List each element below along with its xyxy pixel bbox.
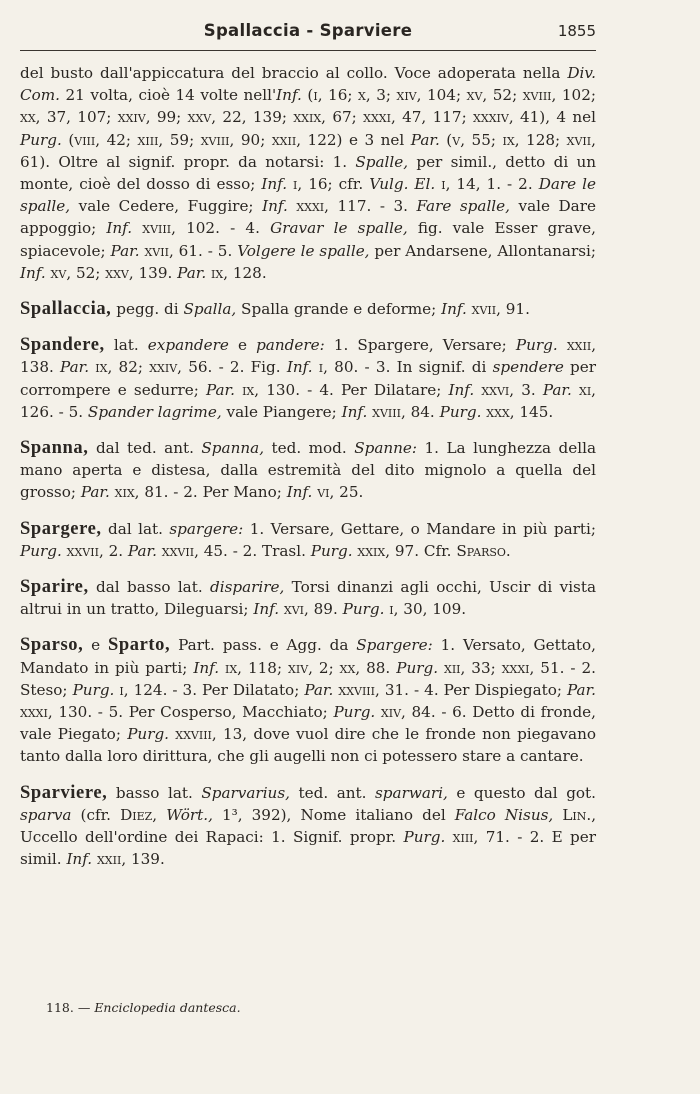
italic-text: Spanne: — [354, 439, 418, 458]
italic-text: Inf. — [341, 402, 368, 421]
entry-text: , 56. - 2. Fig. — [177, 358, 287, 377]
entry-text: Torsi dinanzi agli occhi, Uscir di vista altrui in un tratto, Dileguarsi; — [20, 578, 596, 619]
entry-text: per simil., detto di un monte, cioè del dosso di esso; — [20, 152, 597, 194]
italic-text: Inf. — [253, 600, 280, 619]
italic-text: Inf. — [193, 658, 220, 677]
entry-text: e — [228, 336, 257, 355]
italic-text: Spanna, — [201, 439, 265, 458]
small-caps-text: xxviii — [338, 680, 376, 699]
entry-text: per Andarsene, Allontanarsi; — [369, 241, 597, 260]
entry-text: , 37, 107; — [35, 108, 118, 127]
headword: Sparso, — [20, 635, 84, 656]
small-caps-text: xviii — [372, 402, 401, 421]
page-number: 1855 — [557, 22, 596, 40]
small-caps-text: i — [389, 600, 394, 619]
entry-text: , 118; — [237, 658, 289, 677]
entry-text: , 55; — [460, 130, 503, 149]
entry-text: ted. ant. — [289, 783, 376, 802]
entry-sparviere — [20, 782, 596, 871]
entry-text: , 139. — [128, 263, 178, 282]
entry-text: dal ted. ant. — [88, 439, 202, 458]
italic-text: Div. Com. — [20, 64, 596, 105]
entry-text: , 51. - 2. Steso; — [20, 658, 596, 699]
entry-text: vale Piangere; — [221, 402, 342, 421]
italic-text: Gravar le spalle, — [270, 219, 408, 238]
small-caps-text: i — [318, 358, 324, 377]
entry-text: , 138. — [20, 336, 597, 377]
entry-text: fig. vale Esser grave, spiacevole; — [20, 219, 596, 260]
italic-text: Spander lagrime, — [87, 402, 222, 421]
small-caps-text: xix — [114, 483, 135, 502]
entry-text: dal lat. — [101, 519, 170, 538]
italic-text: Spalle, — [355, 152, 409, 171]
entry-text: , 122) e 3 nel — [296, 130, 411, 149]
entry-text: , 59; — [158, 130, 201, 149]
entry-spargere — [20, 518, 596, 562]
entry-text: , 89. — [303, 600, 343, 619]
headword: Sparto, — [107, 635, 171, 656]
entry-text: 1³, 392), Nome italiano del — [212, 805, 455, 824]
italic-text: Par. — [177, 263, 207, 282]
italic-text: Falco Nisus, — [454, 805, 554, 824]
entry-text: , 67; — [321, 108, 364, 127]
italic-text: Sparvarius, — [201, 783, 290, 802]
headword: Spargere, — [20, 518, 102, 539]
entry-text: , 3. — [509, 380, 543, 399]
entry-text: vale Cedere, Fuggire; — [70, 197, 263, 216]
small-caps-text: xxix — [293, 108, 322, 127]
footer-number: 118. — [46, 1000, 74, 1015]
entry-text: , 117. - 3. — [324, 197, 417, 216]
small-caps-text: xviii — [142, 219, 172, 238]
running-header — [20, 18, 596, 48]
italic-text: Purg. — [310, 541, 353, 560]
entry-text: , 128; — [514, 130, 567, 149]
small-caps-text: xxii — [96, 850, 122, 869]
entry-text: ( — [439, 130, 453, 149]
italic-text: Purg. — [127, 725, 169, 744]
entry-text: , 84. — [400, 402, 440, 421]
small-caps-text: Lin. — [562, 805, 592, 824]
entry-text: basso lat. — [107, 783, 202, 802]
entry-text: , 22, 139; — [211, 108, 294, 127]
small-caps-text: xxix — [357, 541, 386, 560]
italic-text: Inf. — [286, 358, 313, 377]
small-caps-text: xx — [20, 108, 36, 127]
small-caps-text: xiii — [452, 828, 474, 847]
italic-text: expandere — [147, 336, 229, 355]
entry-text: , 99; — [145, 108, 188, 127]
entry-text: ( — [61, 130, 75, 149]
small-caps-text: xxiv — [117, 108, 146, 127]
italic-text: Purg. — [515, 336, 558, 355]
italic-text: Inf. — [448, 380, 475, 399]
headword: Spallaccia, — [20, 299, 112, 320]
italic-text: Purg. — [403, 828, 446, 847]
entry-spalla-continued — [20, 62, 596, 284]
small-caps-text: i — [313, 86, 318, 105]
entry-text: , 14, 1. - 2. — [445, 175, 539, 194]
dictionary-column — [20, 62, 596, 885]
small-caps-text: v — [452, 130, 461, 149]
italic-text: sparwari, — [375, 783, 448, 802]
italic-text: pandere: — [256, 336, 325, 355]
italic-text: spargere: — [169, 519, 244, 538]
italic-text: Spargere: — [356, 636, 433, 655]
entry-text: , 102; — [551, 86, 596, 105]
page-footer — [46, 1000, 241, 1015]
entry-text: (cfr. — [71, 805, 121, 824]
entry-text: , 45. - 2. Trasl. — [194, 541, 311, 560]
italic-text: Purg. — [333, 703, 376, 722]
italic-text: Inf. — [286, 483, 313, 502]
footer-source: Enciclopedia dantesca. — [94, 1000, 241, 1015]
entry-text: lat. — [104, 336, 148, 355]
entry-text: ( — [301, 86, 314, 105]
italic-text: disparire, — [210, 578, 285, 597]
entry-text: , 90; — [229, 130, 272, 149]
italic-text: Par. — [127, 541, 157, 560]
small-caps-text: xxxiv — [473, 108, 509, 127]
entry-text: , 52; — [482, 86, 523, 105]
entry-text: , 16; cfr. — [297, 175, 370, 194]
entry-spallaccia — [20, 298, 596, 320]
entry-text: del busto dall'appiccatura del braccio al collo. Voce adoperata nella — [20, 64, 568, 82]
entry-text: pegg. di — [111, 300, 184, 319]
small-caps-text: xxv — [105, 263, 129, 282]
italic-text: Spalla, — [183, 300, 237, 319]
entry-text — [553, 806, 562, 824]
entry-text: , 71. - 2. E per simil. — [20, 828, 596, 869]
small-caps-text: i — [293, 175, 298, 194]
italic-text: Vulg. El. — [369, 175, 436, 194]
small-caps-text: xiii — [137, 130, 159, 149]
entry-text: , 130. - 5. Per Cosperso, Macchiato; — [47, 703, 334, 722]
entry-text: 1. La lunghezza della mano aperta e distesa, dalla estremità del dito mignolo a quella del grosso; — [20, 439, 596, 502]
italic-text: Inf. — [441, 300, 467, 319]
small-caps-text: vi — [317, 483, 330, 502]
entry-text: , 145. — [509, 402, 554, 421]
italic-text: Inf. — [261, 175, 288, 194]
entry-text: , — [152, 805, 167, 824]
small-caps-text: ix — [502, 130, 515, 149]
italic-text: Par. — [205, 380, 235, 399]
entry-text: e questo dal got. — [447, 783, 596, 802]
small-caps-text: xv — [466, 86, 483, 105]
small-caps-text: xxii — [271, 130, 297, 149]
italic-text: Par. — [60, 358, 90, 377]
italic-text: Par. — [80, 483, 110, 502]
small-caps-text: xviii — [200, 130, 230, 149]
italic-text: Purg. — [72, 680, 115, 699]
entry-text: , 88. — [355, 658, 397, 677]
italic-text: Purg. — [342, 600, 385, 619]
small-caps-text: xiv — [288, 658, 309, 677]
entry-text — [572, 381, 579, 399]
small-caps-text: xxx — [486, 402, 510, 421]
entry-text: dal basso lat. — [88, 578, 210, 597]
italic-text: Purg. — [439, 402, 482, 421]
small-caps-text: xxvii — [161, 541, 195, 560]
italic-text: Inf. — [66, 850, 93, 869]
small-caps-text: xxvi — [481, 380, 510, 399]
entry-text: , 42; — [95, 130, 138, 149]
italic-text: Par. — [110, 241, 140, 260]
italic-text: Inf. — [106, 219, 133, 238]
small-caps-text: xxxi — [501, 658, 530, 677]
small-caps-text: xxvii — [66, 541, 99, 560]
entry-text: , 3; — [365, 86, 397, 105]
entry-text: ted. mod. — [264, 439, 355, 458]
small-caps-text: xx — [339, 658, 356, 677]
small-caps-text: ix — [224, 658, 238, 677]
italic-text: spendere — [492, 358, 564, 377]
small-caps-text: xxxi — [296, 197, 325, 216]
italic-text: Inf. — [20, 263, 46, 282]
entry-text: , 130. - 4. Per Dilatare; — [254, 380, 449, 399]
headword: Sparviere, — [20, 782, 108, 803]
small-caps-text: ix — [95, 358, 108, 377]
italic-text: Volgere le spalle, — [237, 241, 370, 260]
entry-text: , 91. — [496, 300, 530, 319]
italic-text: Purg. — [20, 541, 62, 560]
italic-text: Wört., — [166, 805, 213, 824]
entry-text: , 97. Cfr. — [385, 541, 457, 560]
small-caps-text: xxxi — [20, 703, 48, 722]
small-caps-text: xvii — [144, 241, 169, 260]
entry-text: , 33; — [460, 658, 502, 677]
page-title: Spallaccia - Sparviere — [203, 21, 413, 40]
small-caps-text: xii — [443, 658, 461, 677]
italic-text: Purg. — [20, 130, 62, 149]
entry-text: . — [505, 541, 511, 560]
entry-text: , 13, dove vuol dire che le fronde non piegavano tanto dalla loro dirittura, che gli augelli non ci potessero stare a cantare. — [20, 725, 596, 766]
italic-text: Par. — [304, 680, 334, 699]
small-caps-text: Diez — [120, 805, 153, 824]
entry-spandere — [20, 334, 596, 423]
small-caps-text: xv — [50, 263, 67, 282]
small-caps-text: xviii — [522, 86, 552, 105]
entry-text: , 124. - 3. Per Dilatato; — [123, 680, 305, 699]
entry-text: 1. Versato, Gettato, Mandato in più parti; — [20, 636, 596, 677]
small-caps-text: xiv — [396, 86, 417, 105]
headword: Spandere, — [20, 335, 105, 356]
entry-text: 1. Spargere, Versare; — [324, 336, 516, 355]
headword: Spanna, — [20, 438, 89, 459]
entry-text — [445, 828, 452, 846]
entry-text: , Uccello dell'ordine dei Rapaci: 1. Signif. propr. — [20, 805, 597, 847]
entry-text: Part. pass. e Agg. da — [170, 636, 357, 655]
entry-text: , 31. - 4. Per Dispiegato; — [375, 680, 567, 699]
small-caps-text: ix — [211, 263, 224, 282]
small-caps-text: i — [119, 680, 124, 699]
small-caps-text: xi — [578, 380, 592, 399]
entry-text: , 47, 117; — [390, 108, 474, 127]
entry-text: , 52; — [66, 263, 106, 282]
entry-text: , 41), 4 nel — [508, 108, 597, 127]
italic-text: Fare spalle, — [416, 197, 510, 216]
small-caps-text: xxxi — [363, 108, 391, 127]
small-caps-text: xxviii — [175, 725, 212, 744]
small-caps-text: xxv — [187, 108, 212, 127]
entry-text: , 128. — [223, 263, 267, 282]
italic-text: Inf. — [276, 86, 302, 105]
entry-text: , 16; — [317, 86, 358, 105]
entry-text — [235, 381, 242, 399]
small-caps-text: viii — [74, 130, 96, 149]
headword: Sparire, — [20, 577, 89, 598]
italic-text: sparva — [20, 805, 72, 824]
entry-text: , 30, 109. — [393, 600, 467, 619]
entry-text: , 25. — [329, 483, 364, 502]
small-caps-text: Sparso — [456, 541, 506, 560]
small-caps-text: ix — [242, 380, 255, 399]
entry-text: Spalla grande e deforme; — [236, 300, 442, 319]
entry-text: 1. Versare, Gettare, o Mandare in più parti; — [243, 519, 597, 538]
small-caps-text: xvii — [471, 300, 497, 319]
entry-text: , 2; — [308, 658, 340, 677]
entry-sparso — [20, 634, 596, 767]
entry-text: , 126. - 5. — [20, 380, 596, 421]
small-caps-text: xvii — [566, 130, 592, 149]
entry-text — [558, 336, 567, 354]
entry-sparire — [20, 576, 596, 620]
entry-text: , 2. — [98, 541, 128, 560]
italic-text: Purg. — [396, 658, 439, 677]
italic-text: Par. — [542, 380, 572, 399]
entry-text: , 61). Oltre al signif. propr. da notarsi: 1. — [20, 130, 596, 171]
entry-text — [132, 219, 142, 237]
small-caps-text: xxii — [566, 336, 592, 355]
entry-text: , 84. - 6. Detto di fronde, vale Piegato; — [20, 703, 596, 744]
entry-text: , 81. - 2. Per Mano; — [134, 483, 287, 502]
entry-text: , 104; — [416, 86, 467, 105]
entry-text: , 61. - 5. — [168, 241, 238, 260]
small-caps-text: x — [358, 86, 366, 105]
entry-spanna — [20, 437, 596, 504]
italic-text: Dare le spalle, — [20, 175, 597, 216]
entry-text: , 139. — [121, 850, 165, 869]
small-caps-text: xxiv — [149, 358, 178, 377]
entry-text: e — [83, 636, 108, 655]
header-rule — [20, 50, 596, 51]
small-caps-text: i — [441, 175, 446, 194]
small-caps-text: xvi — [283, 600, 304, 619]
entry-text: , 82; — [107, 358, 150, 377]
italic-text: Inf. — [262, 197, 288, 216]
small-caps-text: xiv — [380, 703, 402, 722]
entry-text: 21 volta, cioè 14 volte nell' — [60, 86, 277, 105]
footer-dash: — — [77, 1000, 91, 1015]
entry-text: , 102. - 4. — [171, 219, 271, 238]
entry-text: , 80. - 3. In signif. di — [323, 358, 493, 377]
entry-text: vale Dare appoggio; — [20, 197, 596, 238]
entry-text: per corrompere e sedurre; — [20, 358, 597, 399]
italic-text: Par. — [567, 680, 597, 699]
italic-text: Par. — [410, 130, 440, 149]
